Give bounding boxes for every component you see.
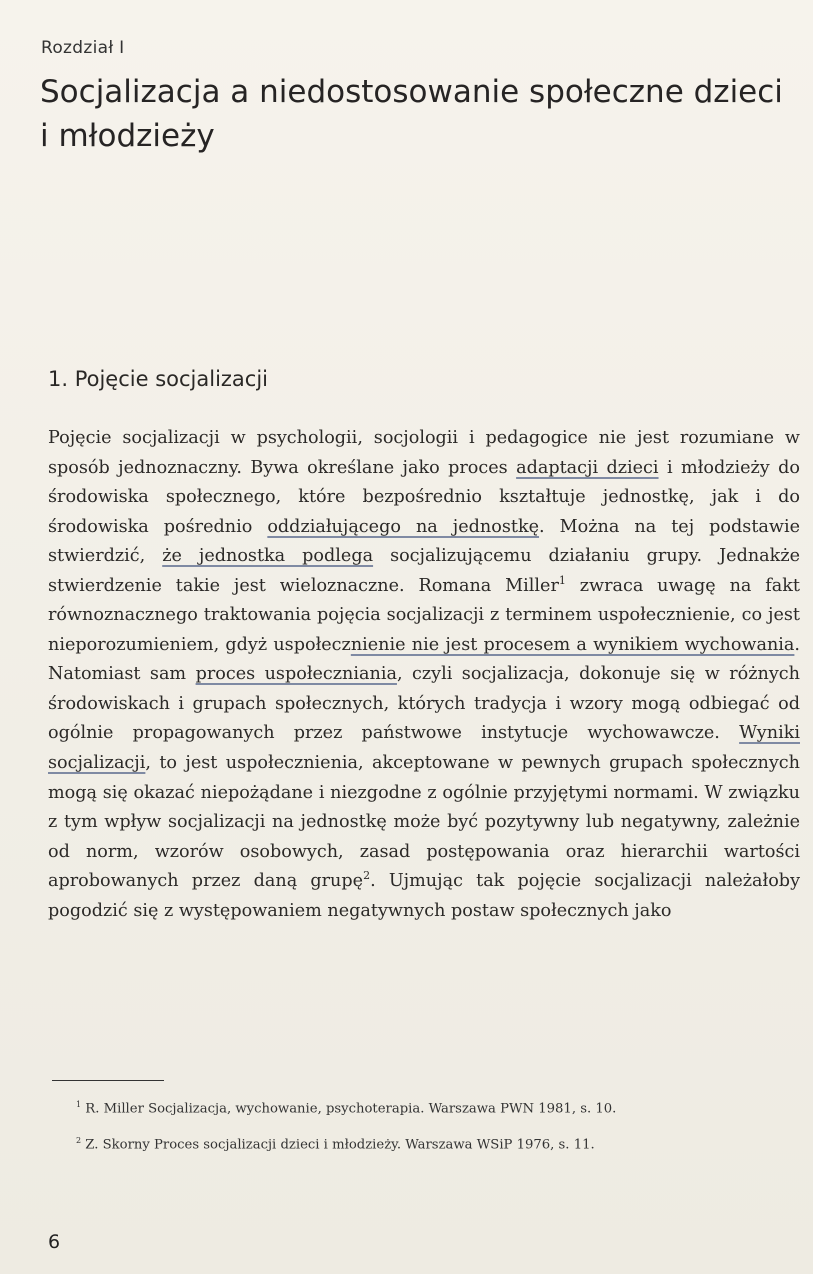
text-run: socjalizującemu działaniu grupy. Jednakże stwierdzenie takie jest wieloznaczne. Romana Miller bbox=[48, 546, 800, 596]
text-run: . Ujmując tak pojęcie socjalizacji należałoby pogodzić się z występowaniem negatywnych postaw społecznych jako bbox=[48, 871, 801, 921]
underlined-phrase: nienie nie jest procesem a wynikiem wychowania bbox=[350, 634, 795, 655]
underlined-phrase: Wyniki socjalizacji bbox=[48, 723, 800, 774]
footnotes bbox=[48, 1094, 796, 1167]
footnote-marker: 2 bbox=[76, 1136, 82, 1146]
page-number: 6 bbox=[48, 1231, 61, 1253]
text-run: Pojęcie socjalizacji w psychologii, socjologii i pedagogice nie jest rozumiane w sposób jednoznaczny. Bywa określane jako proces bbox=[48, 428, 800, 478]
footnote-divider bbox=[52, 1080, 164, 1081]
section-heading: 1. Pojęcie socjalizacji bbox=[48, 367, 269, 391]
footnote-reference: 2 bbox=[363, 869, 371, 883]
text-run: , czyli socjalizacja, dokonuje się w różnych środowiskach i grupach społecznych, których tradycja i wzory mogą odbiegać od ogólnie propagowanych przez państwowe instytucje wychowawcze. bbox=[48, 664, 800, 744]
footnote-reference: 1 bbox=[558, 573, 566, 587]
footnote-2 bbox=[48, 1130, 796, 1156]
chapter-title: Socjalizacja a niedostosowanie społeczne dzieci i młodzieży bbox=[40, 74, 783, 154]
underlined-phrase: oddziałującego na jednostkę bbox=[267, 516, 540, 537]
footnote-text: Z. Skorny Proces socjalizacji dzieci i młodzieży. Warszawa WSiP 1976, s. 11. bbox=[85, 1137, 595, 1153]
underlined-phrase: adaptacji dzieci bbox=[516, 457, 659, 478]
footnote-1 bbox=[48, 1094, 796, 1120]
text-run: . Natomiast sam bbox=[48, 634, 800, 685]
chapter-label: Rozdział I bbox=[41, 38, 125, 58]
body-paragraph bbox=[48, 424, 800, 926]
footnote-marker: 1 bbox=[76, 1100, 82, 1109]
text-run: zwraca uwagę na fakt równoznacznego traktowania pojęcia socjalizacji z terminem uspołecznienie, co jest nieporozumieniem, gdyż uspołecz bbox=[48, 575, 800, 655]
underlined-phrase: proces uspołeczniania bbox=[195, 664, 397, 685]
text-run: . Można na tej podstawie stwierdzić, bbox=[48, 516, 800, 567]
text-run: i młodzieży do środowiska społecznego, które bezpośrednio kształtuje jednostkę, jak i do środowiska pośrednio bbox=[48, 457, 800, 537]
underlined-phrase: że jednostka podlega bbox=[162, 546, 374, 567]
text-run: , to jest uspołecznienia, akceptowane w pewnych grupach społecznych mogą się okazać niepożądane i niezgodne z ogólnie przyjętymi normami. W związku z tym wpływ socjalizacji na jednostkę może być pozytywny lub negatywny, zależnie od norm, wzorów osobowych, zasad postępowania oraz hierarchii wartości aprobowanych przez daną grupę bbox=[48, 753, 800, 892]
footnote-text: R. Miller Socjalizacja, wychowanie, psychoterapia. Warszawa PWN 1981, s. 10. bbox=[85, 1101, 617, 1117]
